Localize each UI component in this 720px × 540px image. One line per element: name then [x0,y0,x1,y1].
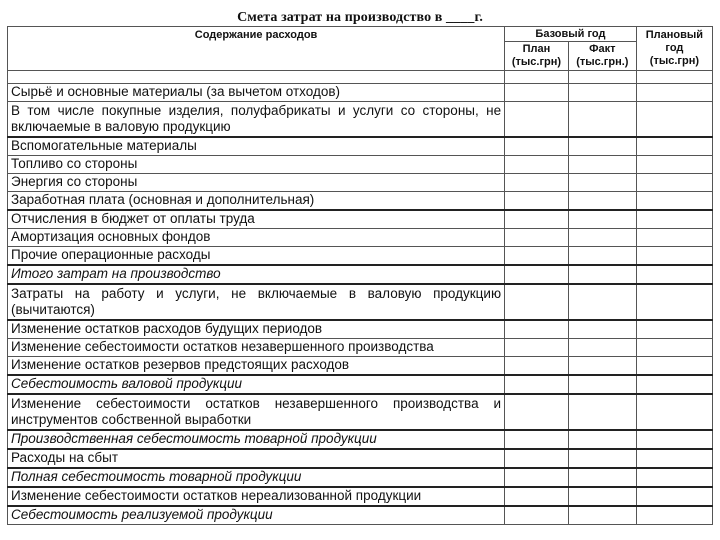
plan-cell[interactable] [505,174,569,192]
table-row [8,210,713,229]
fact-cell[interactable] [568,357,636,376]
table-row [8,284,713,320]
planned-year-cell[interactable] [636,174,712,192]
planned-year-cell[interactable] [636,430,712,449]
row-label: Итого затрат на производство [8,265,505,284]
header-plan: План (тыс.грн) [505,42,569,71]
fact-cell[interactable] [568,506,636,525]
plan-cell[interactable] [505,506,569,525]
fact-cell[interactable] [568,229,636,247]
plan-cell[interactable] [505,284,569,320]
row-label: В том числе покупные изделия, полуфабрикаты и услуги со стороны, не включаемые в валовую продукцию [8,102,505,138]
row-label: Изменение остатков расходов будущих периодов [8,320,505,339]
fact-cell[interactable] [568,102,636,138]
fact-cell[interactable] [568,449,636,468]
row-label: Энергия со стороны [8,174,505,192]
plan-cell[interactable] [505,229,569,247]
fact-cell[interactable] [568,320,636,339]
plan-cell[interactable] [505,320,569,339]
planned-year-cell[interactable] [636,229,712,247]
planned-year-cell[interactable] [636,339,712,357]
table-row [8,265,713,284]
plan-cell[interactable] [505,487,569,506]
row-label: Сырьё и основные материалы (за вычетом отходов) [8,84,505,102]
plan-cell[interactable] [505,192,569,211]
table-row [8,430,713,449]
fact-cell[interactable] [568,265,636,284]
plan-cell[interactable] [505,339,569,357]
table-row [8,375,713,394]
plan-cell[interactable] [505,357,569,376]
table-row [8,468,713,487]
planned-year-cell[interactable] [636,84,712,102]
spacer-cell [8,71,505,84]
fact-cell[interactable] [568,247,636,266]
plan-cell[interactable] [505,102,569,138]
row-label: Изменение себестоимости остатков незавершенного производства [8,339,505,357]
table-row [8,229,713,247]
table-row [8,247,713,266]
planned-year-cell[interactable] [636,137,712,156]
plan-cell[interactable] [505,156,569,174]
plan-cell[interactable] [505,137,569,156]
planned-year-cell[interactable] [636,449,712,468]
row-label: Себестоимость валовой продукции [8,375,505,394]
fact-cell[interactable] [568,375,636,394]
table-row [8,137,713,156]
row-label: Изменение себестоимости остатков незавершенного производства и инструментов собственной выработки [8,394,505,430]
spacer-cell [568,71,636,84]
table-row [8,320,713,339]
plan-cell[interactable] [505,247,569,266]
fact-cell[interactable] [568,487,636,506]
row-label: Амортизация основных фондов [8,229,505,247]
table-row [8,192,713,211]
table-row [8,102,713,138]
planned-year-cell[interactable] [636,192,712,211]
table-row [8,339,713,357]
fact-cell[interactable] [568,430,636,449]
planned-year-cell[interactable] [636,375,712,394]
row-label: Изменение себестоимости остатков нереализованной продукции [8,487,505,506]
table-row [8,506,713,525]
row-label: Отчисления в бюджет от оплаты труда [8,210,505,229]
spacer-cell [636,71,712,84]
document-title: Смета затрат на производство в ____г. [237,10,483,25]
fact-cell[interactable] [568,468,636,487]
fact-cell[interactable] [568,84,636,102]
plan-cell[interactable] [505,84,569,102]
planned-year-cell[interactable] [636,102,712,138]
header-fact: Факт (тыс.грн.) [568,42,636,71]
planned-year-cell[interactable] [636,265,712,284]
plan-cell[interactable] [505,375,569,394]
plan-cell[interactable] [505,265,569,284]
plan-cell[interactable] [505,449,569,468]
planned-year-cell[interactable] [636,247,712,266]
table-row [8,487,713,506]
table-row [8,174,713,192]
plan-cell[interactable] [505,394,569,430]
row-label: Себестоимость реализуемой продукции [8,506,505,525]
fact-cell[interactable] [568,156,636,174]
plan-cell[interactable] [505,468,569,487]
planned-year-cell[interactable] [636,284,712,320]
row-label: Полная себестоимость товарной продукции [8,468,505,487]
row-label: Вспомогательные материалы [8,137,505,156]
planned-year-cell[interactable] [636,506,712,525]
header-base-year: Базовый год [505,27,637,42]
row-label: Изменение остатков резервов предстоящих расходов [8,357,505,376]
header-content: Содержание расходов [8,27,505,71]
fact-cell[interactable] [568,394,636,430]
row-label: Прочие операционные расходы [8,247,505,266]
row-label: Производственная себестоимость товарной продукции [8,430,505,449]
fact-cell[interactable] [568,174,636,192]
fact-cell[interactable] [568,192,636,211]
row-label: Расходы на сбыт [8,449,505,468]
plan-cell[interactable] [505,430,569,449]
fact-cell[interactable] [568,210,636,229]
row-label: Топливо со стороны [8,156,505,174]
row-label: Затраты на работу и услуги, не включаемые в валовую продукцию (вычитаются) [8,284,505,320]
table-row [8,156,713,174]
planned-year-cell[interactable] [636,320,712,339]
planned-year-cell[interactable] [636,156,712,174]
table-row [8,84,713,102]
planned-year-cell[interactable] [636,357,712,376]
table-row [8,449,713,468]
header-planned-year: Плановый год (тыс.грн) [636,27,712,71]
row-label: Заработная плата (основная и дополнительная) [8,192,505,211]
spacer-cell [505,71,569,84]
planned-year-cell[interactable] [636,468,712,487]
plan-cell[interactable] [505,210,569,229]
planned-year-cell[interactable] [636,487,712,506]
cost-estimate-table [7,26,713,525]
table-row [8,394,713,430]
table-body [8,84,713,525]
fact-cell[interactable] [568,284,636,320]
fact-cell[interactable] [568,137,636,156]
table-row [8,357,713,376]
fact-cell[interactable] [568,339,636,357]
planned-year-cell[interactable] [636,394,712,430]
planned-year-cell[interactable] [636,210,712,229]
